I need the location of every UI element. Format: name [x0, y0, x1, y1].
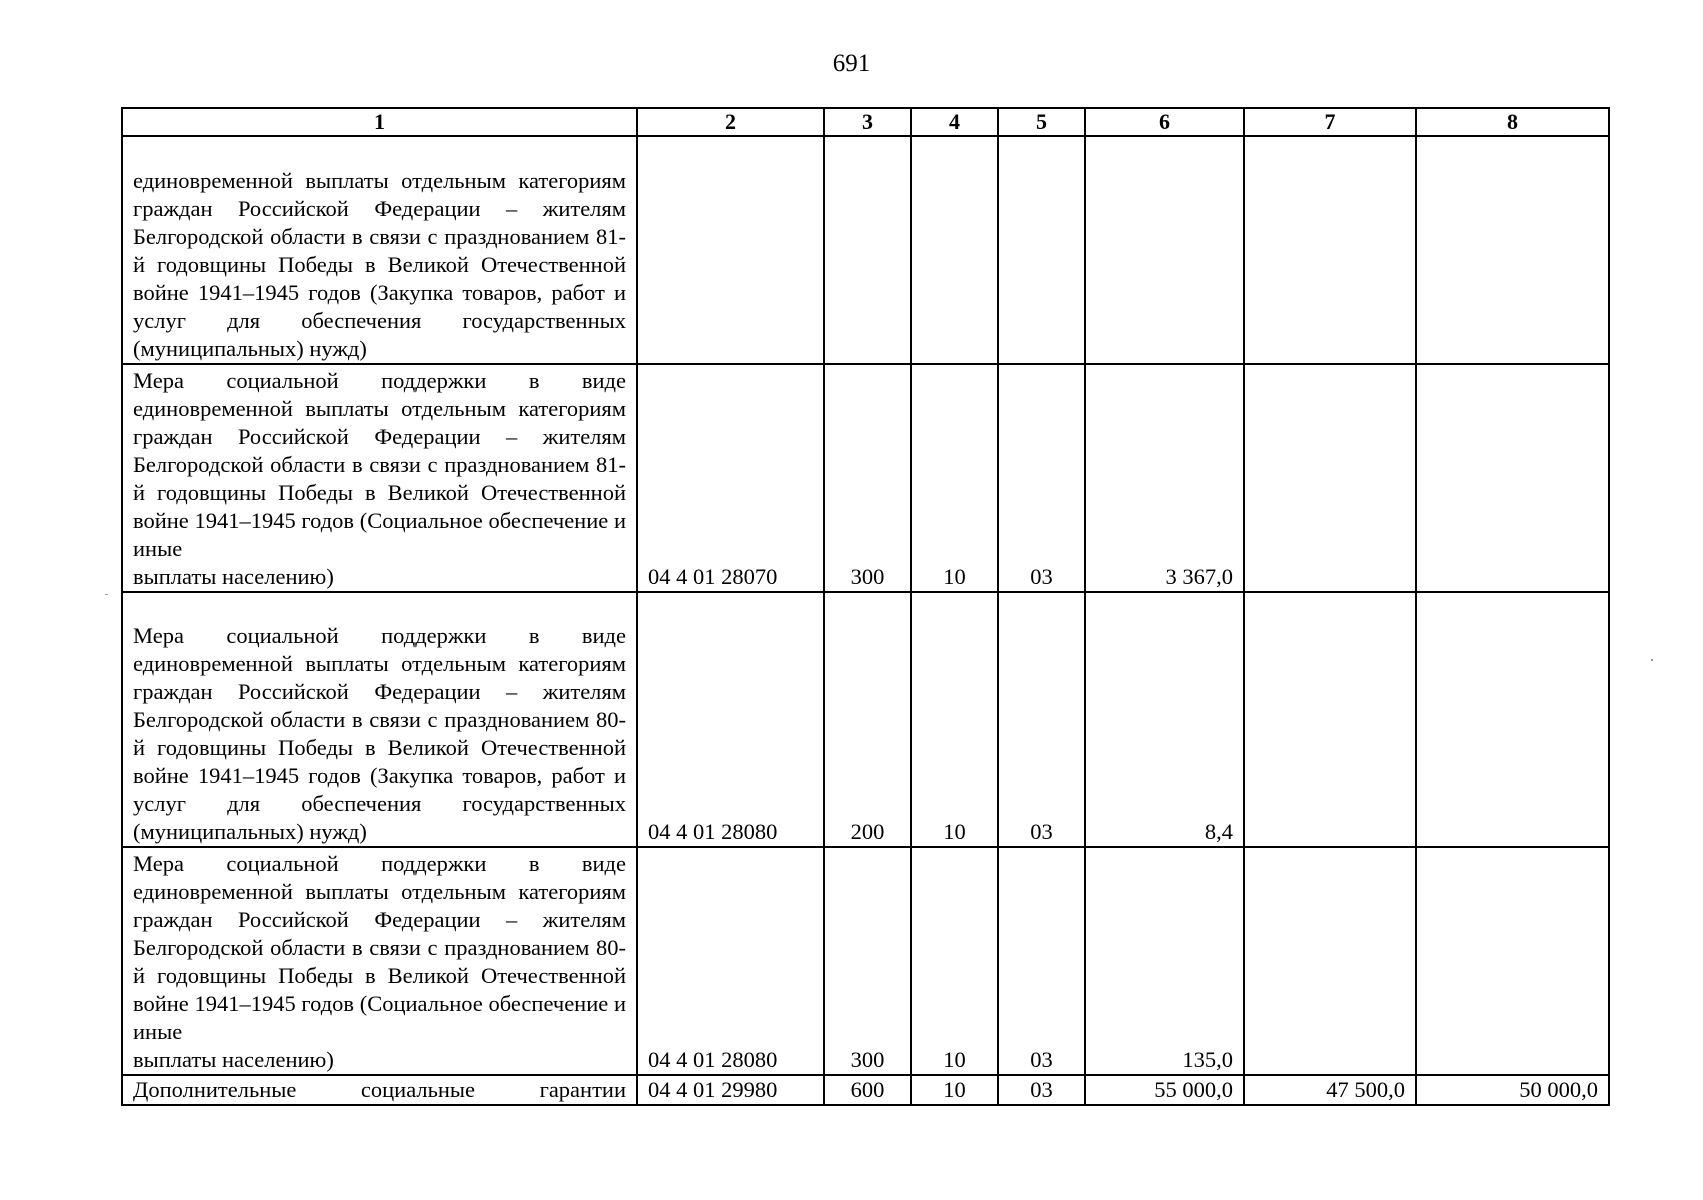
row-col-8	[1416, 592, 1609, 847]
table-row	[122, 1075, 1609, 1105]
table-row	[122, 136, 1609, 364]
row-col-3: 300	[824, 364, 911, 592]
page-number: 691	[832, 50, 871, 77]
row-col-4: 10	[911, 592, 998, 847]
header-col-6: 6	[1085, 108, 1244, 136]
budget-table	[121, 107, 1610, 1106]
header-col-5: 5	[998, 108, 1085, 136]
row-col-6: 135,0	[1085, 847, 1244, 1075]
row-col-4	[911, 136, 998, 364]
header-col-8: 8	[1416, 108, 1609, 136]
table-row	[122, 847, 1609, 1075]
row-col-8: 50 000,0	[1416, 1075, 1609, 1105]
row-code: 04 4 01 28080	[637, 847, 824, 1075]
header-col-3: 3	[824, 108, 911, 136]
row-code: 04 4 01 28080	[637, 592, 824, 847]
row-col-5: 03	[998, 847, 1085, 1075]
row-col-7	[1244, 364, 1416, 592]
row-description: единовременной выплаты отдельным категориям граждан Российской Федерации – жителям Белгородской области в связи с празднованием 81-й годовщины Победы в Великой Отечественной войне 1941–1945 годов (Закупка товаров, работ и услуг для обеспечения государственных (муниципальных) нужд)	[122, 136, 637, 364]
table-row	[122, 592, 1609, 847]
row-col-3: 600	[824, 1075, 911, 1105]
scan-speck	[105, 594, 108, 595]
row-description: Мера социальной поддержки в виде единовременной выплаты отдельным категориям граждан Российской Федерации – жителям Белгородской области в связи с празднованием 80-й годовщины Победы в Великой Отечественной войне 1941–1945 годов (Закупка товаров, работ и услуг для обеспечения государственных (муниципальных) нужд)	[122, 592, 637, 847]
row-col-5: 03	[998, 364, 1085, 592]
row-col-4: 10	[911, 364, 998, 592]
row-col-7	[1244, 136, 1416, 364]
header-col-2: 2	[637, 108, 824, 136]
row-code	[637, 136, 824, 364]
row-col-3: 300	[824, 847, 911, 1075]
row-col-6: 8,4	[1085, 592, 1244, 847]
row-col-8	[1416, 364, 1609, 592]
row-col-5: 03	[998, 1075, 1085, 1105]
row-col-5: 03	[998, 592, 1085, 847]
scan-speck	[1651, 659, 1653, 661]
row-description: Мера социальной поддержки в виде единовременной выплаты отдельным категориям граждан Российской Федерации – жителям Белгородской области в связи с празднованием 80-й годовщины Победы в Великой Отечественной войне 1941–1945 годов (Социальное обеспечение и иные выплаты населению)	[122, 847, 637, 1075]
row-col-4: 10	[911, 1075, 998, 1105]
row-col-4: 10	[911, 847, 998, 1075]
row-col-8	[1416, 136, 1609, 364]
header-row	[122, 108, 1609, 136]
header-col-7: 7	[1244, 108, 1416, 136]
row-col-6	[1085, 136, 1244, 364]
table-row	[122, 364, 1609, 592]
row-description: Дополнительные социальные гарантии	[122, 1075, 637, 1105]
row-col-8	[1416, 847, 1609, 1075]
row-col-6: 55 000,0	[1085, 1075, 1244, 1105]
row-col-3: 200	[824, 592, 911, 847]
row-col-6: 3 367,0	[1085, 364, 1244, 592]
row-description: Мера социальной поддержки в виде единовременной выплаты отдельным категориям граждан Российской Федерации – жителям Белгородской области в связи с празднованием 81-й годовщины Победы в Великой Отечественной войне 1941–1945 годов (Социальное обеспечение и иные выплаты населению)	[122, 364, 637, 592]
row-col-5	[998, 136, 1085, 364]
row-col-3	[824, 136, 911, 364]
row-col-7	[1244, 592, 1416, 847]
header-col-1: 1	[122, 108, 637, 136]
row-col-7: 47 500,0	[1244, 1075, 1416, 1105]
row-code: 04 4 01 29980	[637, 1075, 824, 1105]
row-col-7	[1244, 847, 1416, 1075]
row-code: 04 4 01 28070	[637, 364, 824, 592]
header-col-4: 4	[911, 108, 998, 136]
